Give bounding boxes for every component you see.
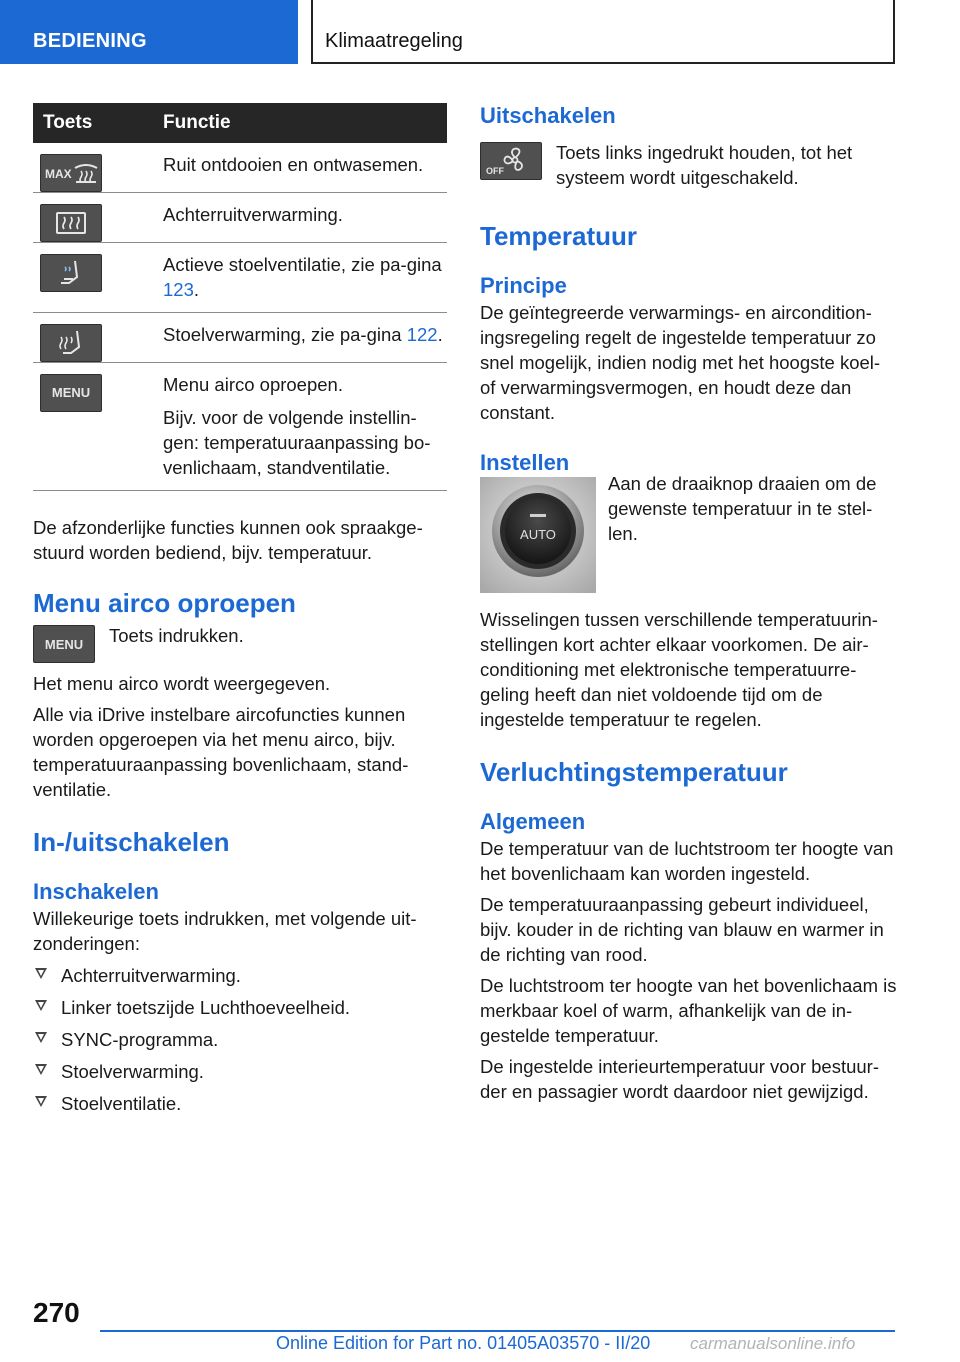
- algemeen-heading: Algemeen: [480, 809, 586, 834]
- list-item-text: Stoelventilatie.: [61, 1093, 182, 1114]
- off-key-row: [480, 140, 898, 190]
- list-item: [33, 1091, 447, 1116]
- fan-off-icon: [480, 142, 542, 180]
- instellen-row: [480, 473, 898, 593]
- menu-key-text: Toets indrukken.: [109, 625, 244, 646]
- table-cell-text: Menu airco oproepen.: [163, 374, 343, 395]
- algemeen-paragraph-4: De ingestelde interieurtemperatuur voor bestuur-der en passagier wordt daardoor niet gewijzigd.: [480, 1056, 879, 1102]
- off-key-text: Toets links ingedrukt houden, tot het systeem wordt uitgeschakeld.: [556, 142, 853, 188]
- cell-text-end: .: [193, 279, 200, 300]
- off-key-label: OFF: [486, 166, 504, 176]
- menu-paragraph-1: Het menu airco wordt weergegeven.: [33, 673, 331, 694]
- off-heading: Uitschakelen: [480, 103, 616, 128]
- list-item: [33, 1059, 447, 1084]
- table-cell-text: Achterruitverwarming.: [163, 204, 343, 225]
- table-cell-text: [163, 252, 447, 302]
- max-defrost-icon: [40, 154, 102, 192]
- temperature-heading: Temperatuur: [480, 221, 637, 251]
- list-item-text: Stoelverwarming.: [61, 1061, 204, 1082]
- principe-heading: Principe: [480, 273, 567, 298]
- exception-list: [33, 963, 447, 1116]
- list-item: [33, 963, 447, 988]
- onoff-heading: In-/uitschakelen: [33, 827, 230, 857]
- list-item: [33, 1027, 447, 1052]
- menu-key-row: [33, 623, 447, 663]
- algemeen-paragraph-2: De temperatuuraanpassing gebeurt individueel, bijv. kouder in de richting van blauw en warmer in de richting van rood.: [480, 894, 884, 965]
- list-item-text: Linker toetszijde Luchthoeveelheid.: [61, 997, 350, 1018]
- table-row: [33, 363, 447, 491]
- table-row: [33, 313, 447, 363]
- left-column: [33, 103, 447, 1116]
- page-header: [0, 0, 960, 66]
- on-paragraph: Willekeurige toets indrukken, met volgende uit-zonderingen:: [33, 908, 417, 954]
- list-item: [33, 995, 447, 1020]
- menu-icon: MENU: [40, 374, 102, 412]
- table-header-function: Functie: [149, 103, 447, 143]
- menu-paragraph-2: Alle via iDrive instelbare aircofuncties kunnen worden opgeroepen via het menu airco, bijv. temperatuuraanpassing bovenlichaam, stand-ventilatie.: [33, 704, 409, 800]
- rear-window-heating-icon: [40, 204, 102, 242]
- instellen-paragraph-2: Wisselingen tussen verschillende temperatuurin-stellingen kort achter elkaar voorkomen. De air-conditioning met elektronische temperatuurre-geling heeft dan niet voldoende tijd om de ingestelde temperatuur te regelen.: [480, 609, 878, 730]
- temperature-knob-image: [480, 477, 596, 593]
- instellen-text: Aan de draaiknop draaien om de gewenste temperatuur in te stel-len.: [608, 473, 877, 544]
- key-function-table: [33, 103, 447, 491]
- instellen-heading: Instellen: [480, 450, 570, 475]
- table-row: [33, 193, 447, 243]
- knob-label: AUTO: [520, 527, 556, 542]
- triangle-bullet-icon: [35, 1064, 47, 1075]
- footer-divider: [100, 1330, 895, 1332]
- algemeen-paragraph-1: De temperatuur van de luchtstroom ter hoogte van het bovenlichaam kan worden ingesteld.: [480, 838, 894, 884]
- page-link[interactable]: 123: [163, 279, 194, 300]
- table-header-key: Toets: [33, 103, 149, 143]
- table-cell-text: Ruit ontdooien en ontwasemen.: [163, 154, 424, 175]
- svg-text:MAX: MAX: [45, 167, 72, 181]
- list-item-text: Achterruitverwarming.: [61, 965, 241, 986]
- table-header-row: [33, 103, 447, 143]
- section-tab[interactable]: BEDIENING: [0, 0, 298, 64]
- triangle-bullet-icon: [35, 968, 47, 979]
- page-number: 270: [33, 1297, 80, 1328]
- principe-paragraph: De geïntegreerde verwarmings- en aircondition-ingsregeling regelt de ingestelde temperatuur zo snel mogelijk, indien nodig met het hoogste koel- of verwarmingsvermogen, en houdt deze dan constant.: [480, 302, 881, 423]
- ventilation-temp-heading: Verluchtingstemperatuur: [480, 757, 788, 787]
- watermark: carmanualsonline.info: [690, 1334, 856, 1353]
- list-item-text: SYNC-programma.: [61, 1029, 219, 1050]
- triangle-bullet-icon: [35, 1000, 47, 1011]
- triangle-bullet-icon: [35, 1096, 47, 1107]
- chapter-title: Klimaatregeling: [311, 0, 895, 64]
- table-cell-text-2: Bijv. voor de volgende instellin-gen: temperatuuraanpassing bo-venlichaam, standventilatie.: [163, 407, 431, 478]
- right-column: [480, 102, 898, 1104]
- algemeen-paragraph-3: De luchtstroom ter hoogte van het bovenlichaam is merkbaar koel of warm, afhankelijk van de in-gestelde temperatuur.: [480, 975, 897, 1046]
- page-link[interactable]: 122: [406, 324, 438, 345]
- cell-text-part: Actieve stoelventilatie, zie pa-gina: [163, 254, 442, 275]
- seat-ventilation-icon: [40, 254, 102, 292]
- menu-heading: Menu airco oproepen: [33, 588, 296, 618]
- cell-text-end: .: [437, 324, 443, 345]
- menu-icon: MENU: [33, 625, 95, 663]
- seat-heating-icon: [40, 324, 102, 362]
- triangle-bullet-icon: [35, 1032, 47, 1043]
- on-heading: Inschakelen: [33, 879, 159, 904]
- table-row: [33, 143, 447, 193]
- table-row: [33, 243, 447, 313]
- intro-paragraph: De afzonderlijke functies kunnen ook spraakge-stuurd worden bediend, bijv. temperatuur.: [33, 517, 423, 563]
- cell-text-part: Stoelverwarming, zie pa-gina: [163, 324, 407, 345]
- edition-text: Online Edition for Part no. 01405A03570 - II/20: [276, 1333, 651, 1353]
- table-cell-text: [163, 322, 447, 347]
